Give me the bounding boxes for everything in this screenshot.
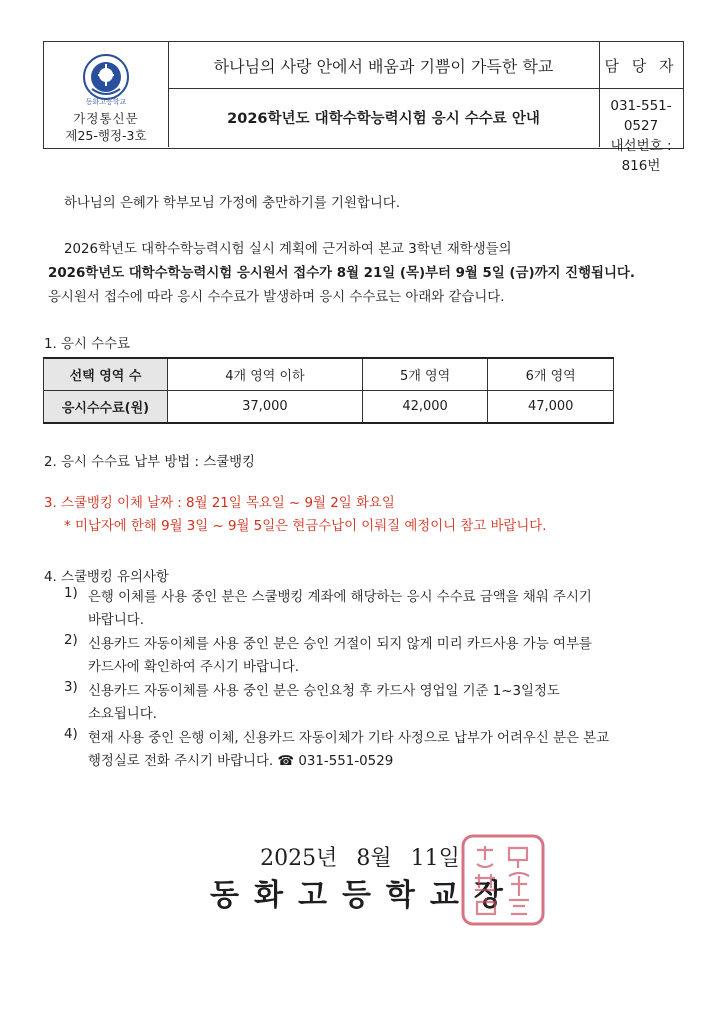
list-item: 현재 사용 중인 은행 이체, 신용카드 자동이체가 기타 사정으로 납부가 어려우신 분은 본교 xyxy=(88,731,610,746)
doc-number: 제25-행정-3호 xyxy=(65,128,147,143)
school-motto: 하나님의 사랑 안에서 배움과 기쁨이 가득한 학교 xyxy=(168,42,599,89)
section-4-heading: 4. 스쿨뱅킹 유의사항 xyxy=(44,570,169,585)
contact-info xyxy=(599,88,683,174)
fee-table-cell: 5개 영역 xyxy=(362,358,488,391)
greeting: 하나님의 은혜가 학부모님 가정에 충만하기를 기원합니다. xyxy=(64,196,400,211)
header-left-cell xyxy=(44,42,169,147)
section-2-heading: 2. 응시 수수료 납부 방법 : 스쿨뱅킹 xyxy=(44,455,255,470)
list-item: 신용카드 자동이체를 사용 중인 분은 승인 거절이 되지 않게 미리 카드사용 가능 여부를 xyxy=(88,637,592,652)
date-month: 8월 xyxy=(356,846,392,871)
header-box xyxy=(43,41,684,174)
header-contact-cell xyxy=(599,42,683,174)
fee-table-cell: 6개 영역 xyxy=(488,358,614,391)
fee-table-cell: 42,000 xyxy=(362,391,488,424)
official-seal-icon xyxy=(459,832,547,928)
fee-table-cell: 37,000 xyxy=(168,391,363,424)
school-logo-icon xyxy=(82,53,130,101)
list-item-continuation: 행정실로 전화 주시기 바랍니다. ☎ 031-551-0529 xyxy=(88,754,394,769)
list-item: 신용카드 자동이체를 사용 중인 분은 승인요청 후 카드사 영업일 기준 1~3일정도 xyxy=(88,684,560,699)
list-item-number: 4) xyxy=(64,727,78,742)
school-principal-signature: 동화고등학교장 xyxy=(210,878,518,913)
contact-label: 담 당 자 xyxy=(599,42,683,89)
date-year: 2025년 xyxy=(260,846,338,871)
section-3-heading: 3. 스쿨뱅킹 이체 날짜 : 8월 21일 목요일 ~ 9월 2일 화요일 xyxy=(44,496,395,511)
intro-line-2: 2026학년도 대학수학능력시험 응시원서 접수가 8월 21일 (목)부터 9월 5일 (금)까지 진행됩니다. xyxy=(48,266,635,281)
contact-extension: 내선번호 : 816번 xyxy=(610,138,672,174)
issue-date xyxy=(0,841,720,872)
section-1-heading: 1. 응시 수수료 xyxy=(44,337,130,352)
list-item: 은행 이체를 사용 중인 분은 스쿨뱅킹 계좌에 해당하는 응시 수수료 금액을 채워 주시기 xyxy=(88,590,592,605)
fee-table-row xyxy=(44,391,614,424)
fee-table-cell: 응시수수료(원) xyxy=(44,391,168,424)
list-item-continuation: 바랍니다. xyxy=(88,613,144,628)
list-item-continuation: 카드사에 확인하여 주시기 바랍니다. xyxy=(88,660,300,675)
fee-table-cell: 선택 영역 수 xyxy=(44,358,168,391)
contact-phone: 031-551-0527 xyxy=(610,98,672,134)
intro-line-1: 2026학년도 대학수학능력시험 실시 계획에 근거하여 본교 3학년 재학생들의 xyxy=(64,242,512,257)
doc-type: 가정통신문 xyxy=(73,111,139,126)
logo-text: 동화고등학교 xyxy=(85,98,127,106)
list-item-number: 2) xyxy=(64,633,78,648)
list-item-continuation: 소요됩니다. xyxy=(88,707,157,722)
date-day: 11일 xyxy=(410,846,460,871)
fee-table xyxy=(43,357,614,424)
fee-table-cell: 47,000 xyxy=(488,391,614,424)
notice-title: 2026학년도 대학수학능력시험 응시 수수료 안내 xyxy=(227,111,540,127)
list-item-number: 1) xyxy=(64,586,78,601)
header-middle-cell xyxy=(168,42,600,147)
intro-line-3: 응시원서 접수에 따라 응시 수수료가 발생하며 응시 수수료는 아래와 같습니다. xyxy=(48,290,505,305)
section-3-note: * 미납자에 한해 9월 3일 ~ 9월 5일은 현금수납이 이뤄질 예정이니 참고 바랍니다. xyxy=(64,519,547,534)
list-item-number: 3) xyxy=(64,680,78,695)
fee-table-cell: 4개 영역 이하 xyxy=(168,358,363,391)
fee-table-header-row xyxy=(44,358,614,391)
